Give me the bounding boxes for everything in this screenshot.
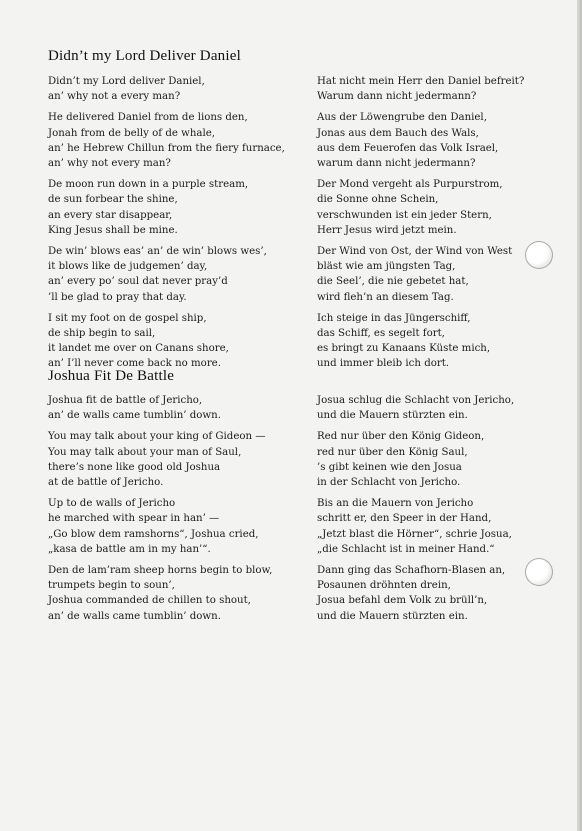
lyric-line: Dann ging das Schafhorn-Blasen an, (317, 565, 506, 577)
song-title: Joshua Fit De Battle (48, 368, 175, 384)
lyric-line: it blows like de judgemen’ day, (48, 261, 208, 273)
lyric-line: Red nur über den König Gideon, (317, 431, 485, 443)
lyric-line: die Seel’, die nie gebetet hat, (317, 276, 469, 288)
stanza (48, 74, 298, 104)
stanza (317, 429, 532, 490)
lyric-line: King Jesus shall be mine. (48, 224, 178, 236)
stanza (317, 244, 532, 305)
lyric-line: de ship begin to sail, (48, 328, 156, 340)
lyric-line: Hat nicht mein Herr den Daniel befreit? (317, 76, 525, 87)
lyric-line: „kasa de battle am in my han’“. (48, 543, 211, 555)
stanza (317, 393, 532, 423)
page-edge-shadow (577, 0, 582, 831)
lyric-line: an’ every po’ soul dat never pray’d (48, 276, 228, 288)
lyric-line: Herr Jesus wird jetzt mein. (317, 224, 457, 236)
lyric-line: Warum dann nicht jedermann? (317, 91, 477, 103)
lyric-line: red nur über den König Saul, (317, 446, 468, 458)
lyric-line: schritt er, den Speer in der Hand, (317, 513, 492, 525)
lyric-line: You may talk about your king of Gideon — (48, 431, 266, 443)
lyric-line: und die Mauern stürzten ein. (317, 410, 468, 422)
lyric-line: I sit my foot on de gospel ship, (48, 312, 207, 324)
lyric-line: at de battle of Jericho. (48, 477, 164, 489)
stanza (317, 110, 532, 171)
lyric-line: trumpets begin to soun’, (48, 580, 175, 592)
lyric-line: „Jetzt blast die Hörner“, schrie Josua, (317, 528, 512, 540)
lyric-line: Der Wind von Ost, der Wind von West (317, 246, 513, 258)
lyric-line: an’ why not a every man? (48, 91, 181, 103)
lyric-line: there’s none like good old Joshua (48, 461, 221, 473)
song-title: Didn’t my Lord Deliver Daniel (48, 48, 241, 64)
stanza (48, 393, 298, 423)
stanza (48, 110, 298, 171)
lyric-line: und die Mauern stürzten ein. (317, 610, 468, 622)
lyric-line: Josua befahl dem Volk zu brüll’n, (317, 595, 488, 607)
lyric-line: an’ he Hebrew Chillun from the fiery furnace, (48, 142, 285, 154)
lyric-line: das Schiff, es segelt fort, (317, 328, 445, 340)
lyric-line: Up to de walls of Jericho (48, 498, 176, 510)
stanza (48, 563, 298, 624)
lyric-line: Posaunen dröhnten drein, (317, 580, 451, 592)
stanza (48, 429, 298, 490)
lyric-line: aus dem Feuerofen das Volk Israel, (317, 142, 499, 154)
stanza (48, 177, 298, 238)
stanza (317, 177, 532, 238)
lyric-line: de sun forbear the shine, (48, 194, 178, 206)
lyric-line: Aus der Löwengrube den Daniel, (317, 112, 487, 124)
lyric-line: in der Schlacht von Jericho. (317, 477, 461, 489)
lyric-line: Jonas aus dem Bauch des Wals, (317, 127, 479, 139)
stanza (48, 311, 298, 372)
lyric-line: verschwunden ist ein jeder Stern, (317, 209, 492, 221)
lyric-line: und immer bleib ich dort. (317, 358, 450, 370)
lyric-line: Den de lam’ram sheep horns begin to blow, (48, 565, 273, 577)
lyric-line: he marched with spear in han’ — (48, 513, 220, 525)
lyric-line: an’ de walls came tumblin’ down. (48, 610, 221, 622)
lyric-line: Joshua fit de battle of Jerichо, (48, 395, 203, 406)
lyric-line: He delivered Daniel from de lions den, (48, 112, 248, 124)
stanza (317, 563, 532, 624)
lyric-line: ’ll be glad to pray that day. (48, 291, 187, 303)
lyric-line: ’s gibt keinen wie den Josua (317, 461, 462, 473)
lyric-line: an every star disappear, (48, 209, 173, 221)
lyric-line: an’ de walls came tumblin’ down. (48, 410, 221, 422)
stanza (48, 244, 298, 305)
lyric-line: es bringt zu Kanaans Küste mich, (317, 343, 491, 355)
stanza (317, 74, 532, 104)
lyric-line: warum dann nicht jedermann? (317, 158, 476, 170)
song-lyrics-english (48, 74, 298, 378)
lyric-line: Jonah from de belly of de whale, (48, 127, 215, 139)
stanza (48, 496, 298, 557)
lyric-line: wird fleh’n an diesem Tag. (317, 291, 454, 303)
stanza (317, 311, 532, 372)
lyric-line: Didn’t my Lord deliver Daniel, (48, 76, 205, 87)
lyric-line: an’ why not every man? (48, 158, 171, 170)
lyric-line: Der Mond vergeht als Purpurstrom, (317, 179, 503, 191)
song-lyrics-german (317, 74, 532, 378)
stanza (317, 496, 532, 557)
lyric-line: Joshua commanded de chillen to shout, (48, 595, 251, 607)
lyric-line: an’ I’ll never come back no more. (48, 358, 221, 370)
song-lyrics-german (317, 393, 532, 630)
lyric-line: Bis an die Mauern von Jericho (317, 498, 474, 510)
lyric-line: Josua schlug die Schlacht von Jericho, (317, 395, 515, 406)
lyric-line: You may talk about your man of Saul, (48, 446, 242, 458)
lyric-line: „die Schlacht ist in meiner Hand.“ (317, 543, 495, 555)
lyric-line: De win’ blows eas’ an’ de win’ blows wes’, (48, 246, 267, 258)
song-lyrics-english (48, 393, 298, 630)
lyric-line: De moon run down in a purple stream, (48, 179, 249, 191)
lyric-line: Ich steige in das Jüngerschiff, (317, 312, 471, 324)
lyric-line: it landet me over on Canans shore, (48, 343, 229, 355)
lyric-line: bläst wie am jüngsten Tag, (317, 261, 456, 273)
lyric-line: die Sonne ohne Schein, (317, 194, 439, 206)
lyric-line: „Go blow dem ramshorns“, Joshua cried, (48, 528, 259, 540)
